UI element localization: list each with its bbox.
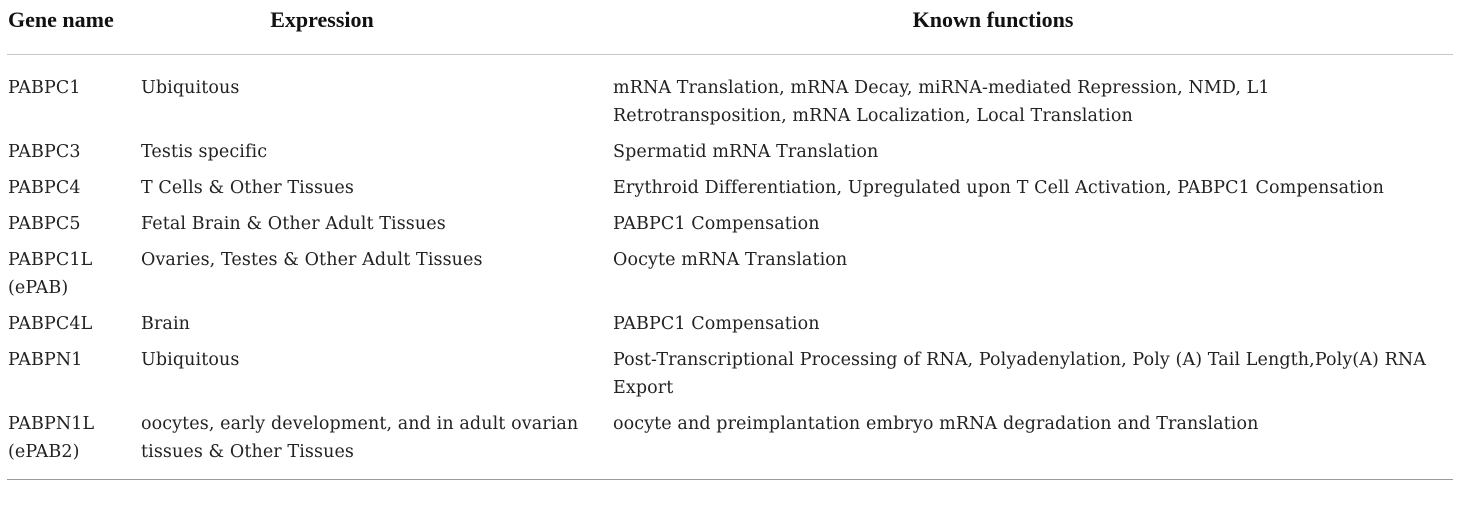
table-body	[7, 55, 1453, 480]
table-row	[7, 310, 1453, 346]
cell-expression: oocytes, early development, and in adult ovarian tissues & Other Tissues	[141, 410, 613, 480]
table-row	[7, 210, 1453, 246]
cell-expression: Testis specific	[141, 142, 268, 162]
cell-gene: PABPN1	[8, 350, 83, 370]
cell-expression: Ubiquitous	[141, 78, 240, 98]
cell-gene: PABPC4	[8, 178, 81, 198]
cell-functions: Spermatid mRNA Translation	[613, 142, 879, 162]
header-expression: Expression	[141, 0, 613, 55]
cell-gene: PABPC5	[8, 214, 81, 234]
table-header	[7, 0, 1453, 55]
gene-table-container	[7, 0, 1453, 480]
table-row	[7, 246, 1453, 310]
table-row	[7, 55, 1453, 139]
table-row	[7, 346, 1453, 410]
cell-expression: Brain	[141, 314, 191, 334]
cell-gene: PABPC3	[8, 142, 81, 162]
table-row	[7, 410, 1453, 480]
cell-expression: T Cells & Other Tissues	[141, 178, 354, 198]
table-row	[7, 138, 1453, 174]
cell-gene: PABPC4L	[8, 314, 93, 334]
cell-expression: Ovaries, Testes & Other Adult Tissues	[141, 250, 483, 270]
cell-functions: Post-Transcriptional Processing of RNA, Polyadenylation, Poly (A) Tail Length,Poly(A) RNA Export	[613, 350, 1426, 398]
gene-table	[7, 0, 1453, 480]
header-known-functions: Known functions	[613, 0, 1453, 55]
table-row	[7, 174, 1453, 210]
cell-expression: Fetal Brain & Other Adult Tissues	[141, 214, 446, 234]
cell-gene: PABPC1	[8, 78, 81, 98]
cell-functions: PABPC1 Compensation	[613, 314, 820, 334]
cell-expression: Ubiquitous	[141, 350, 240, 370]
cell-functions: Oocyte mRNA Translation	[613, 250, 848, 270]
cell-gene: PABPC1L (ePAB)	[8, 250, 93, 298]
cell-functions: oocyte and preimplantation embryo mRNA degradation and Translation	[613, 410, 1453, 480]
cell-functions: Erythroid Differentiation, Upregulated upon T Cell Activation, PABPC1 Compensation	[613, 178, 1384, 198]
header-gene-name: Gene name	[7, 0, 141, 55]
cell-functions: mRNA Translation, mRNA Decay, miRNA-mediated Repression, NMD, L1 Retrotransposition, mRNA Localization, Local Translation	[613, 78, 1270, 126]
header-row	[7, 0, 1453, 55]
cell-gene: PABPN1L (ePAB2)	[7, 410, 141, 480]
cell-functions: PABPC1 Compensation	[613, 214, 820, 234]
